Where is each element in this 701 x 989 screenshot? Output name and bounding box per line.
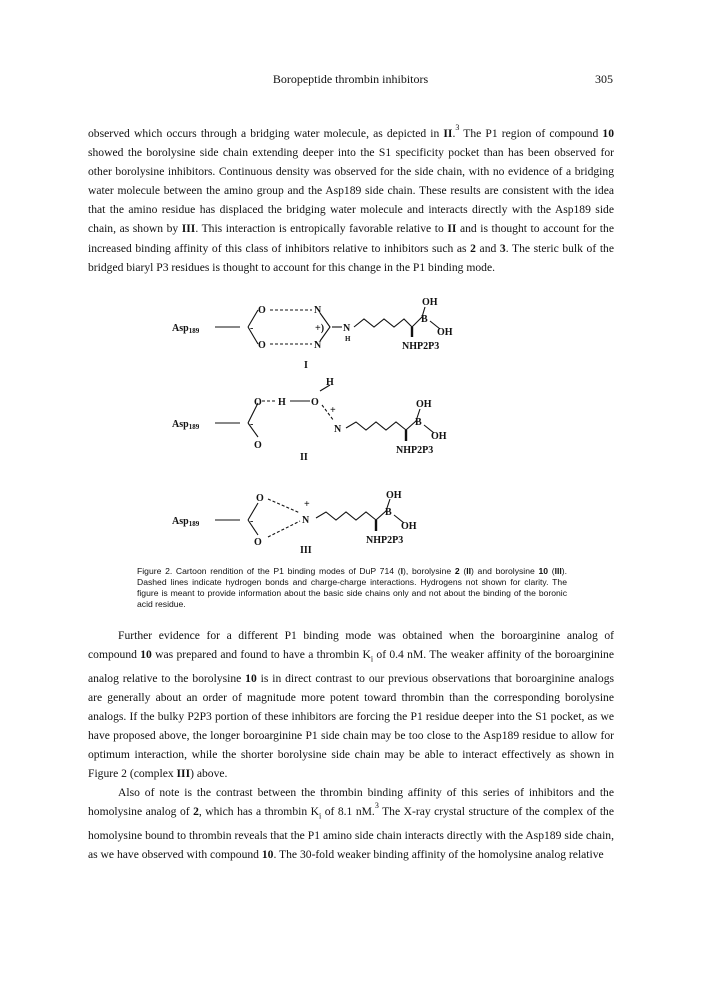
boron-I: B bbox=[421, 314, 428, 325]
paragraph-1: observed which occurs through a bridging water molecule, as depicted in II.$^3$ The P1 region of compound 10 showed the borolysine side chain extending deeper into the S1 specificity pocket than has been observed for other borolysine inhibitors. Continuous density was observed for the side chain, with no evidence of a bridging water molecule between the amino group and the Asp189 side chain. These results are consistent with the idea that the amino residue has displaced the bridging water molecule and interacts directly with the Asp189 side chain, as shown by III. This interaction is entropically favorable relative to II and is thought to account for the increased binding affinity of this class of inhibitors relative to inhibitors such as 2 and 3. The steric bulk of the bridged biaryl P3 residues is thought to account for this change in the P1 binding mode. bbox=[88, 123, 614, 274]
citation-3b: 3 bbox=[374, 801, 379, 811]
water-hydrogen-top-II: H bbox=[326, 377, 334, 388]
hydroxyl-right-II: OH bbox=[431, 431, 447, 442]
hydroxyl-top-II: OH bbox=[416, 399, 432, 410]
paragraph-3: Also of note is the contrast between the thrombin binding affinity of this series of inhibitors and the homolysine analog of 2, which has a thrombin $K_i$ of 8.1 nM.$^3$ The X-ray crystal structure of the complex of the homolysine bound to thrombin reveals that the P1 amino side chain interacts directly with the Asp189 side chain, as we have observed with compound 10. The 30-fold weaker binding affinity of the homolysine analog relative bbox=[88, 786, 614, 861]
nitrogen-amide-I: N bbox=[343, 323, 351, 334]
nhp2p3-I: NHP2P3 bbox=[402, 341, 440, 352]
carboxylate-charge-II: - bbox=[250, 419, 254, 430]
asp189-label-III: Asp$_{189}$ bbox=[172, 516, 200, 528]
ammonium-charge-II: + bbox=[330, 405, 336, 416]
oxygen-bottom-III: O bbox=[254, 537, 262, 548]
boron-III: B bbox=[385, 507, 392, 518]
oxygen-top-III: O bbox=[256, 493, 264, 504]
oxygen-top-I: O bbox=[258, 305, 266, 316]
page-number: 305 bbox=[595, 72, 613, 86]
running-title: Boropeptide thrombin inhibitors bbox=[272, 72, 429, 86]
structure-label-I: I bbox=[304, 360, 308, 371]
nhp2p3-III: NHP2P3 bbox=[366, 535, 404, 546]
hydroxyl-right-I: OH bbox=[437, 327, 453, 338]
structure-label-III: III bbox=[300, 545, 312, 555]
oxygen-bottom-II: O bbox=[254, 440, 262, 451]
water-hydrogen-II: H bbox=[278, 397, 286, 408]
hydroxyl-top-I: OH bbox=[422, 297, 438, 308]
hydrogen-amide-I: H bbox=[345, 335, 351, 343]
asp189-label-II: Asp$_{189}$ bbox=[172, 419, 200, 431]
hydroxyl-right-III: OH bbox=[401, 521, 417, 532]
nitrogen-bottom-I: N bbox=[314, 340, 322, 351]
paragraph-2: Further evidence for a different P1 binding mode was obtained when the boroarginine analog of compound 10 was prepared and found to have a thrombin $K_i$ of 0.4 nM. The weaker affinity of the boroarginine analog relative to the borolysine 10 is in direct contrast to our previous observations that boroarginine analogs are generally about an order of magnitude more potent toward thrombin than the corresponding borolysine analogs. If the bulky P2P3 portion of these inhibitors are forcing the P1 residue deeper into the S1 pocket, as we have proposed above, the longer boroarginine P1 side chain may be too close to the Asp189 residue to allow for optimum interaction, while the shorter borolysine side chain may be able to interact effectively as shown in Figure 2 (complex III) above. bbox=[88, 629, 615, 780]
figure-caption bbox=[137, 566, 567, 610]
structure-label-II: II bbox=[300, 452, 308, 463]
nhp2p3-II: NHP2P3 bbox=[396, 445, 434, 456]
figure-2-binding-modes bbox=[150, 285, 550, 555]
nitrogen-III: N bbox=[302, 515, 310, 526]
binding-mode-diagram bbox=[150, 285, 550, 555]
nitrogen-top-I: N bbox=[314, 305, 322, 316]
water-oxygen-II: O bbox=[311, 397, 319, 408]
oxygen-bottom-I: O bbox=[258, 340, 266, 351]
ammonium-charge-III: + bbox=[304, 499, 310, 510]
paragraph-binding-mode bbox=[88, 124, 614, 277]
hydroxyl-top-III: OH bbox=[386, 490, 402, 501]
caption-text: Figure 2. Cartoon rendition of the P1 binding modes of DuP 714 (I), borolysine 2 (II) and borolysine 10 (III). Dashed lines indicate hydrogen bonds and charge-charge interactions. Hydrogens not shown for clarity. The figure is meant to provide information about the basic side chains only and not about the binding of the boronic acid residue. bbox=[137, 566, 568, 609]
oxygen-top-II: O bbox=[254, 397, 262, 408]
citation-3: 3 bbox=[455, 123, 460, 132]
boron-II: B bbox=[415, 417, 422, 428]
asp189-label-I: Asp$_{189}$ bbox=[172, 323, 200, 335]
carboxylate-charge-I: - bbox=[250, 323, 254, 334]
nitrogen-II: N bbox=[334, 424, 342, 435]
paragraphs-further-evidence bbox=[88, 626, 614, 864]
carboxylate-charge-III: - bbox=[250, 516, 254, 527]
guanidinium-charge-I: +) bbox=[315, 323, 325, 334]
